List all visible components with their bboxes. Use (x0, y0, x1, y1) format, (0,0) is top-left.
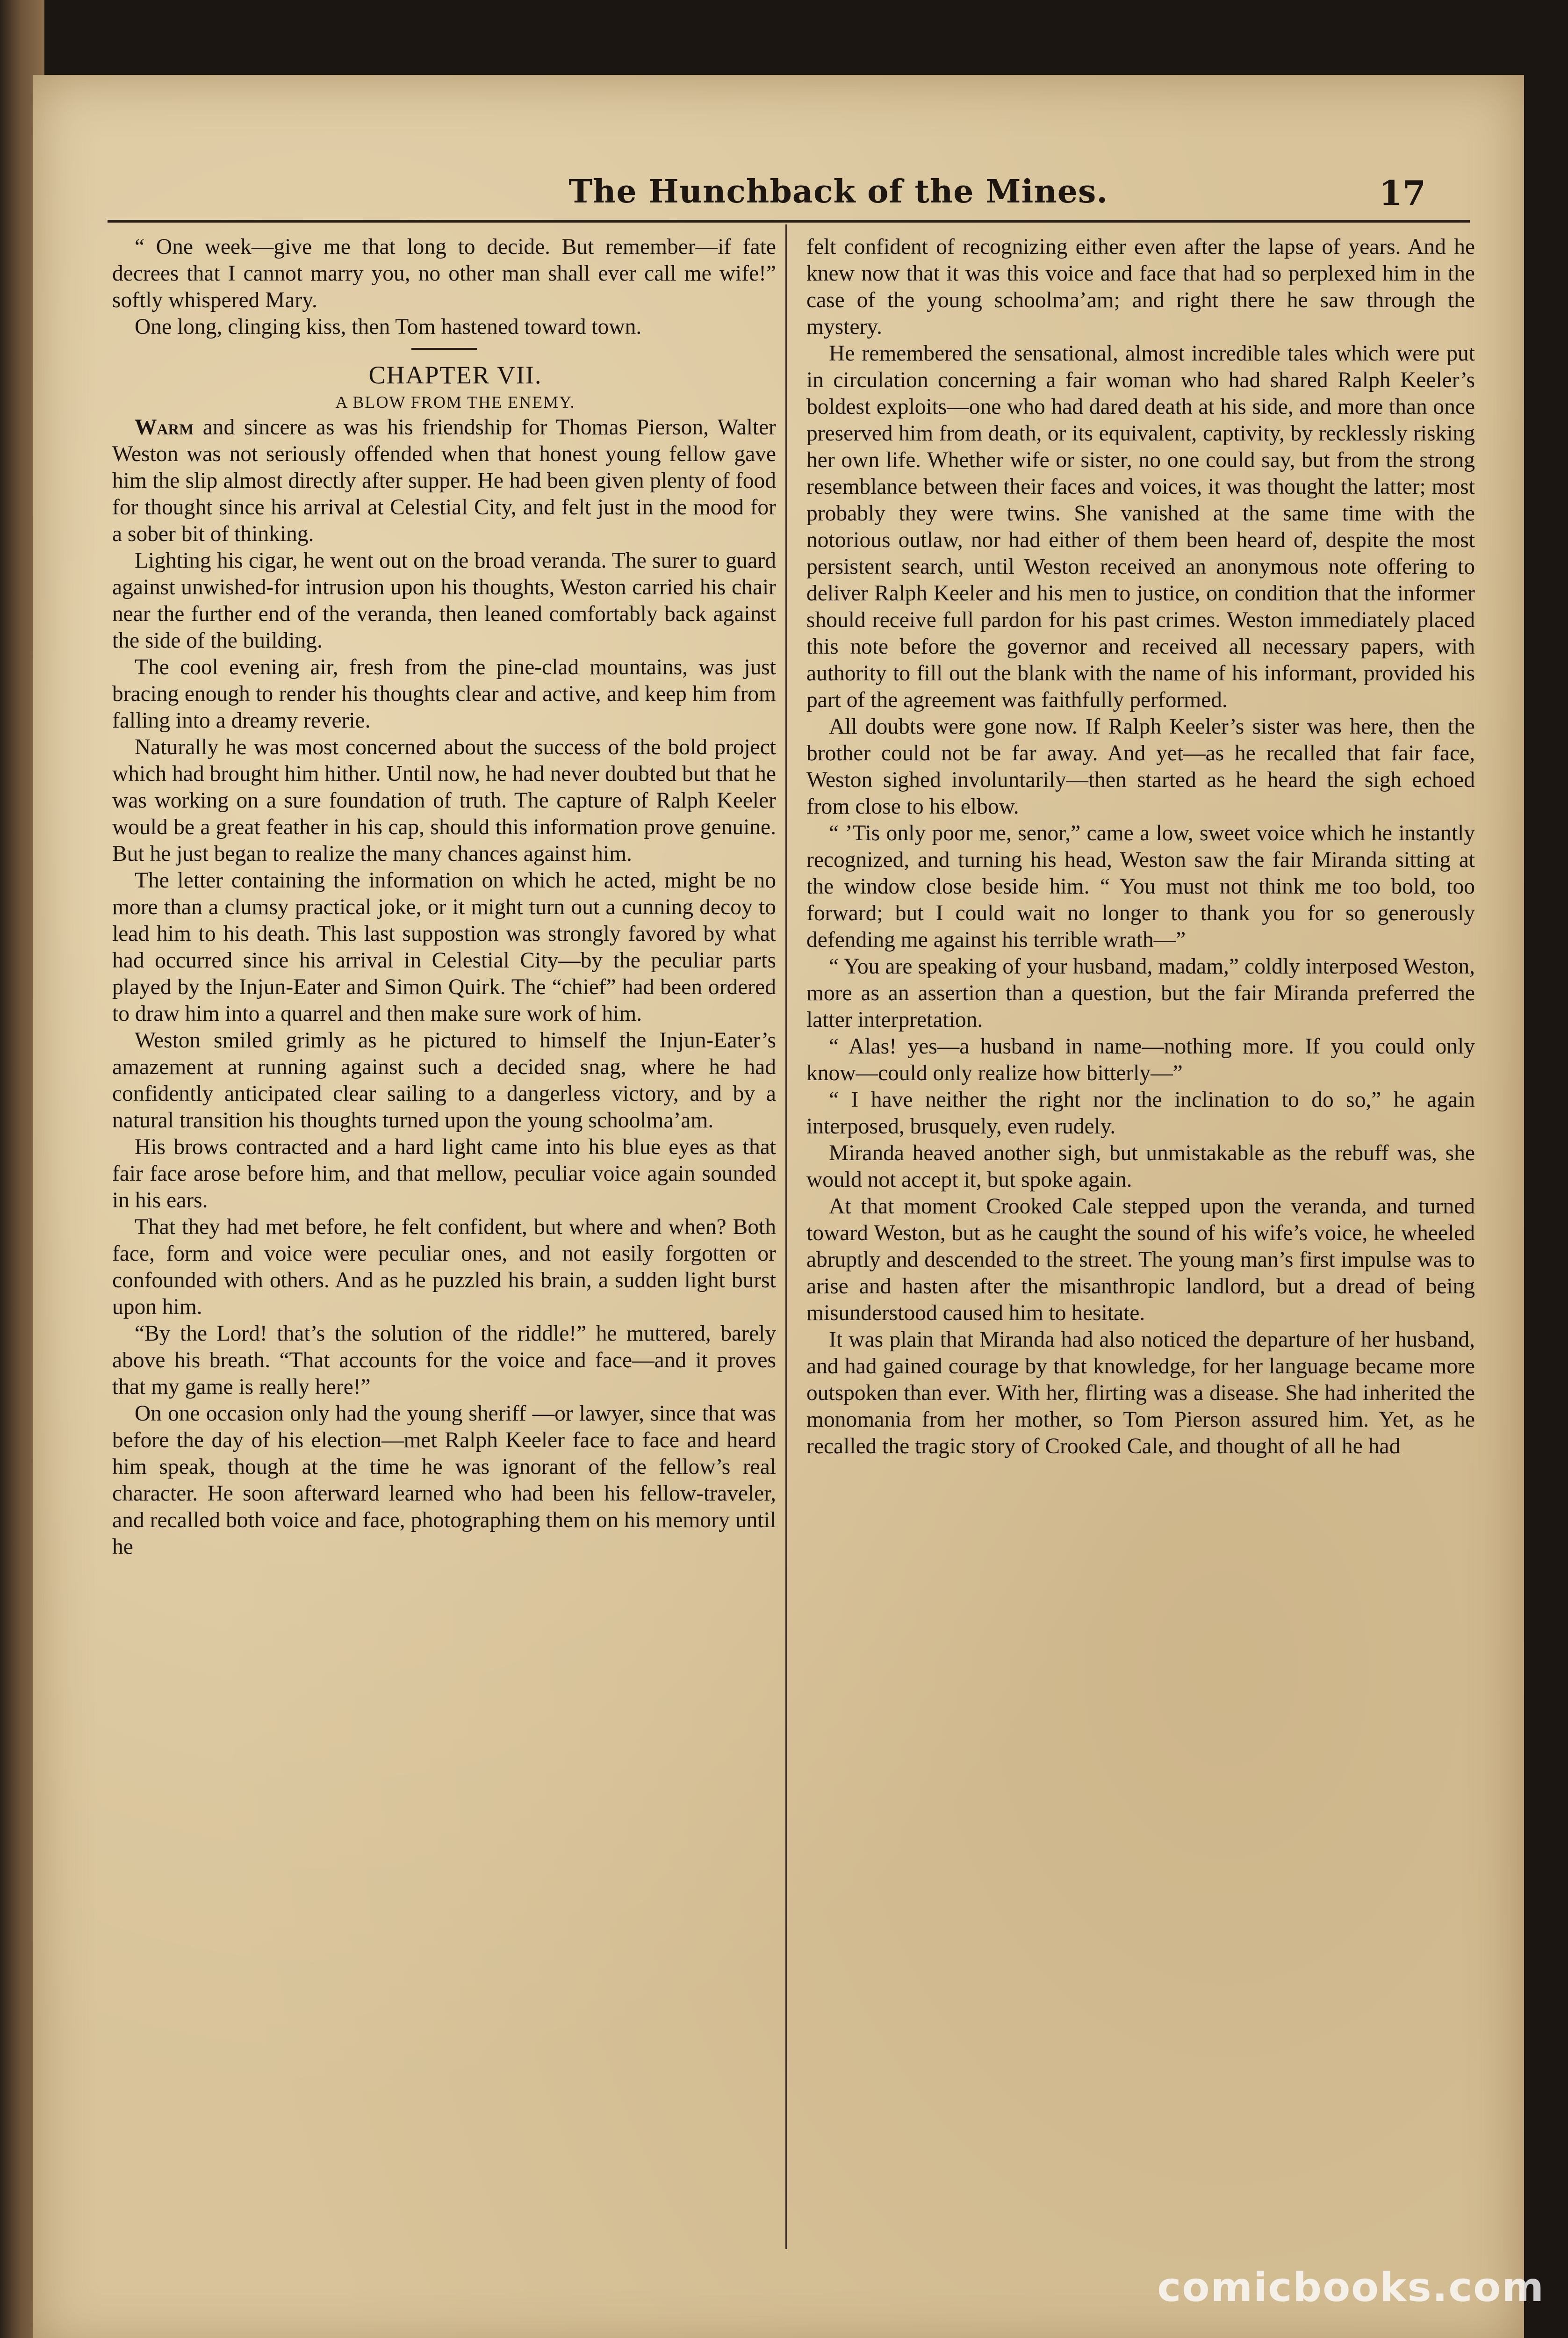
paragraph: At that moment Crooked Cale stepped upon the veranda, and turned toward Weston, but as he caught the sound of his wife’s voice, he wheeled abruptly and descended to the street. The young man’s first impulse was to arise and hasten after the misanthropic landlord, but a dread of being misunderstood caused him to hesitate. (806, 1194, 1475, 1325)
paragraph: It was plain that Miranda had also noticed the departure of her husband, and had gained courage by that knowledge, for her language became more outspoken than ever. With her, flirting was a disease. She had inherited the monomania from her mother, so Tom Pierson assured him. Yet, as he recalled the tragic story of Crooked Cale, and thought of all he had (806, 1328, 1475, 1458)
paragraph: Miranda heaved another sigh, but unmistakable as the rebuff was, she would not accept it, but spoke again. (806, 1141, 1475, 1192)
right-column (806, 234, 1475, 2259)
running-title: The Hunchback of the Mines. (568, 173, 1108, 210)
source-watermark: comicbooks.com (1157, 2264, 1545, 2311)
section-divider (411, 348, 477, 350)
paragraph: On one occasion only had the young sheriff —or lawyer, since that was before the day of his election—met Ralph Keeler face to face and heard him speak, though at the time he was ignorant of the fellow’s real character. He soon afterward learned who had been his fellow-traveler, and recalled both voice and face, photographing them on his memory until he (112, 1401, 776, 1559)
paragraph: “ Alas! yes—a husband in name—nothing more. If you could only know—could only realize how bitterly—” (806, 1034, 1475, 1085)
paragraph: He remembered the sensational, almost incredible tales which were put in circulation concerning a fair woman who had shared Ralph Keeler’s boldest exploits—one who had dared death at his side, and more than once preserved him from death, or its equivalent, captivity, by recklessly risking her own life. Whether wife or sister, no one could say, but from the strong resemblance between their faces and voices, it was thought the latter; most probably they were twins. She vanished at the same time with the notorious outlaw, nor had either of them been heard of, despite the most persistent search, until Weston received an anonymous note offering to deliver Ralph Keeler and his men to justice, on condition that the informer should receive full pardon for his past crimes. Weston immediately placed this note before the governor and received all necessary papers, with authority to fill out the blank with the name of his informant, provided his part of the agreement was faithfully performed. (806, 341, 1475, 712)
header-rule (108, 220, 1470, 223)
continued-paragraph: felt confident of recognizing either even after the lapse of years. And he knew now that it was this voice and face that had so perplexed him in the case of the young schoolma’am; and right there he saw through the mystery. (806, 235, 1475, 339)
paragraph: “ I have neither the right nor the inclination to do so,” he again interposed, brusquely, even rudely. (806, 1088, 1475, 1139)
page-number: 17 (1379, 173, 1426, 213)
chapter-subtitle: A BLOW FROM THE ENEMY. (335, 393, 575, 411)
paragraph: All doubts were gone now. If Ralph Keeler’s sister was here, then the brother could not be far away. And yet—as he recalled that fair face, Weston sighed involuntarily—then started as he heard the sigh echoed from close to his elbow. (806, 714, 1475, 819)
paragraph: That they had met before, he felt confident, but where and when? Both face, form and voice were peculiar ones, and not easily forgotten or confounded with others. And as he puzzled his brain, a sudden light burst upon him. (112, 1215, 776, 1319)
paragraph: The letter containing the information on which he acted, might be no more than a clumsy practical joke, or it might turn out a cunning decoy to lead him to his death. This last suppostion was strongly favored by what had occurred since his arrival in Celestial City—by the peculiar parts played by the Injun-Eater and Simon Quirk. The “chief” had been ordered to draw him into a quarrel and then make sure work of him. (112, 868, 776, 1026)
paragraph: The cool evening air, fresh from the pine-clad mountains, was just bracing enough to render his thoughts clear and active, and keep him from falling into a dreamy reverie. (112, 655, 776, 733)
left-column (112, 234, 776, 2259)
paragraph: Lighting his cigar, he went out on the broad veranda. The surer to guard against unwished-for intrusion upon his thoughts, Weston carried his chair near the further end of the veranda, then leaned comfortably back against the side of the building. (112, 548, 776, 653)
column-divider (785, 224, 787, 2249)
opening-paragraph-text: and sincere as was his friendship for Thomas Pierson, Walter Weston was not seriously offended when that honest young fellow gave him the slip almost directly after supper. He had been given plenty of food for thought since his arrival at Celestial City, and felt just in the mood for a sober bit of thinking. (112, 415, 776, 546)
paragraph: His brows contracted and a hard light came into his blue eyes as that fair face arose before him, and that mellow, peculiar voice again sounded in his ears. (112, 1135, 776, 1212)
paragraph: Weston smiled grimly as he pictured to himself the Injun-Eater’s amazement at running against such a decided snag, where he had confidently anticipated clear sailing to a dangerless victory, and by a natural transition his thoughts turned upon the young schoolma’am. (112, 1028, 776, 1133)
paragraph: “ You are speaking of your husband, madam,” coldly interposed Weston, more as an assertion than a question, but the fair Miranda preferred the latter interpretation. (806, 954, 1475, 1032)
paragraph: Naturally he was most concerned about the success of the bold project which had brought him hither. Until now, he had never doubted but that he was working on a sure foundation of truth. The capture of Ralph Keeler would be a great feather in his cap, should this information prove genuine. But he just began to realize the many chances against him. (112, 735, 776, 866)
paragraph: “By the Lord! that’s the solution of the riddle!” he muttered, barely above his breath. “That accounts for the voice and face—and it proves that my game is really here!” (112, 1321, 776, 1399)
paragraph: “ One week—give me that long to decide. But remember—if fate decrees that I cannot marry you, no other man shall ever call me wife!” softly whispered Mary. (112, 235, 776, 312)
chapter-opening-paragraph (112, 414, 776, 548)
paragraph: “ ’Tis only poor me, senor,” came a low, sweet voice which he instantly recognized, and turning his head, Weston saw the fair Miranda sitting at the window close beside him. “ You must not think me too bold, too forward; but I could wait no longer to thank you for so generously defending me against his terrible wrath—” (806, 821, 1475, 952)
opening-word: Warm (135, 415, 194, 440)
chapter-title: CHAPTER VII. (368, 361, 542, 389)
paragraph: One long, clinging kiss, then Tom hastened toward town. (135, 315, 642, 339)
